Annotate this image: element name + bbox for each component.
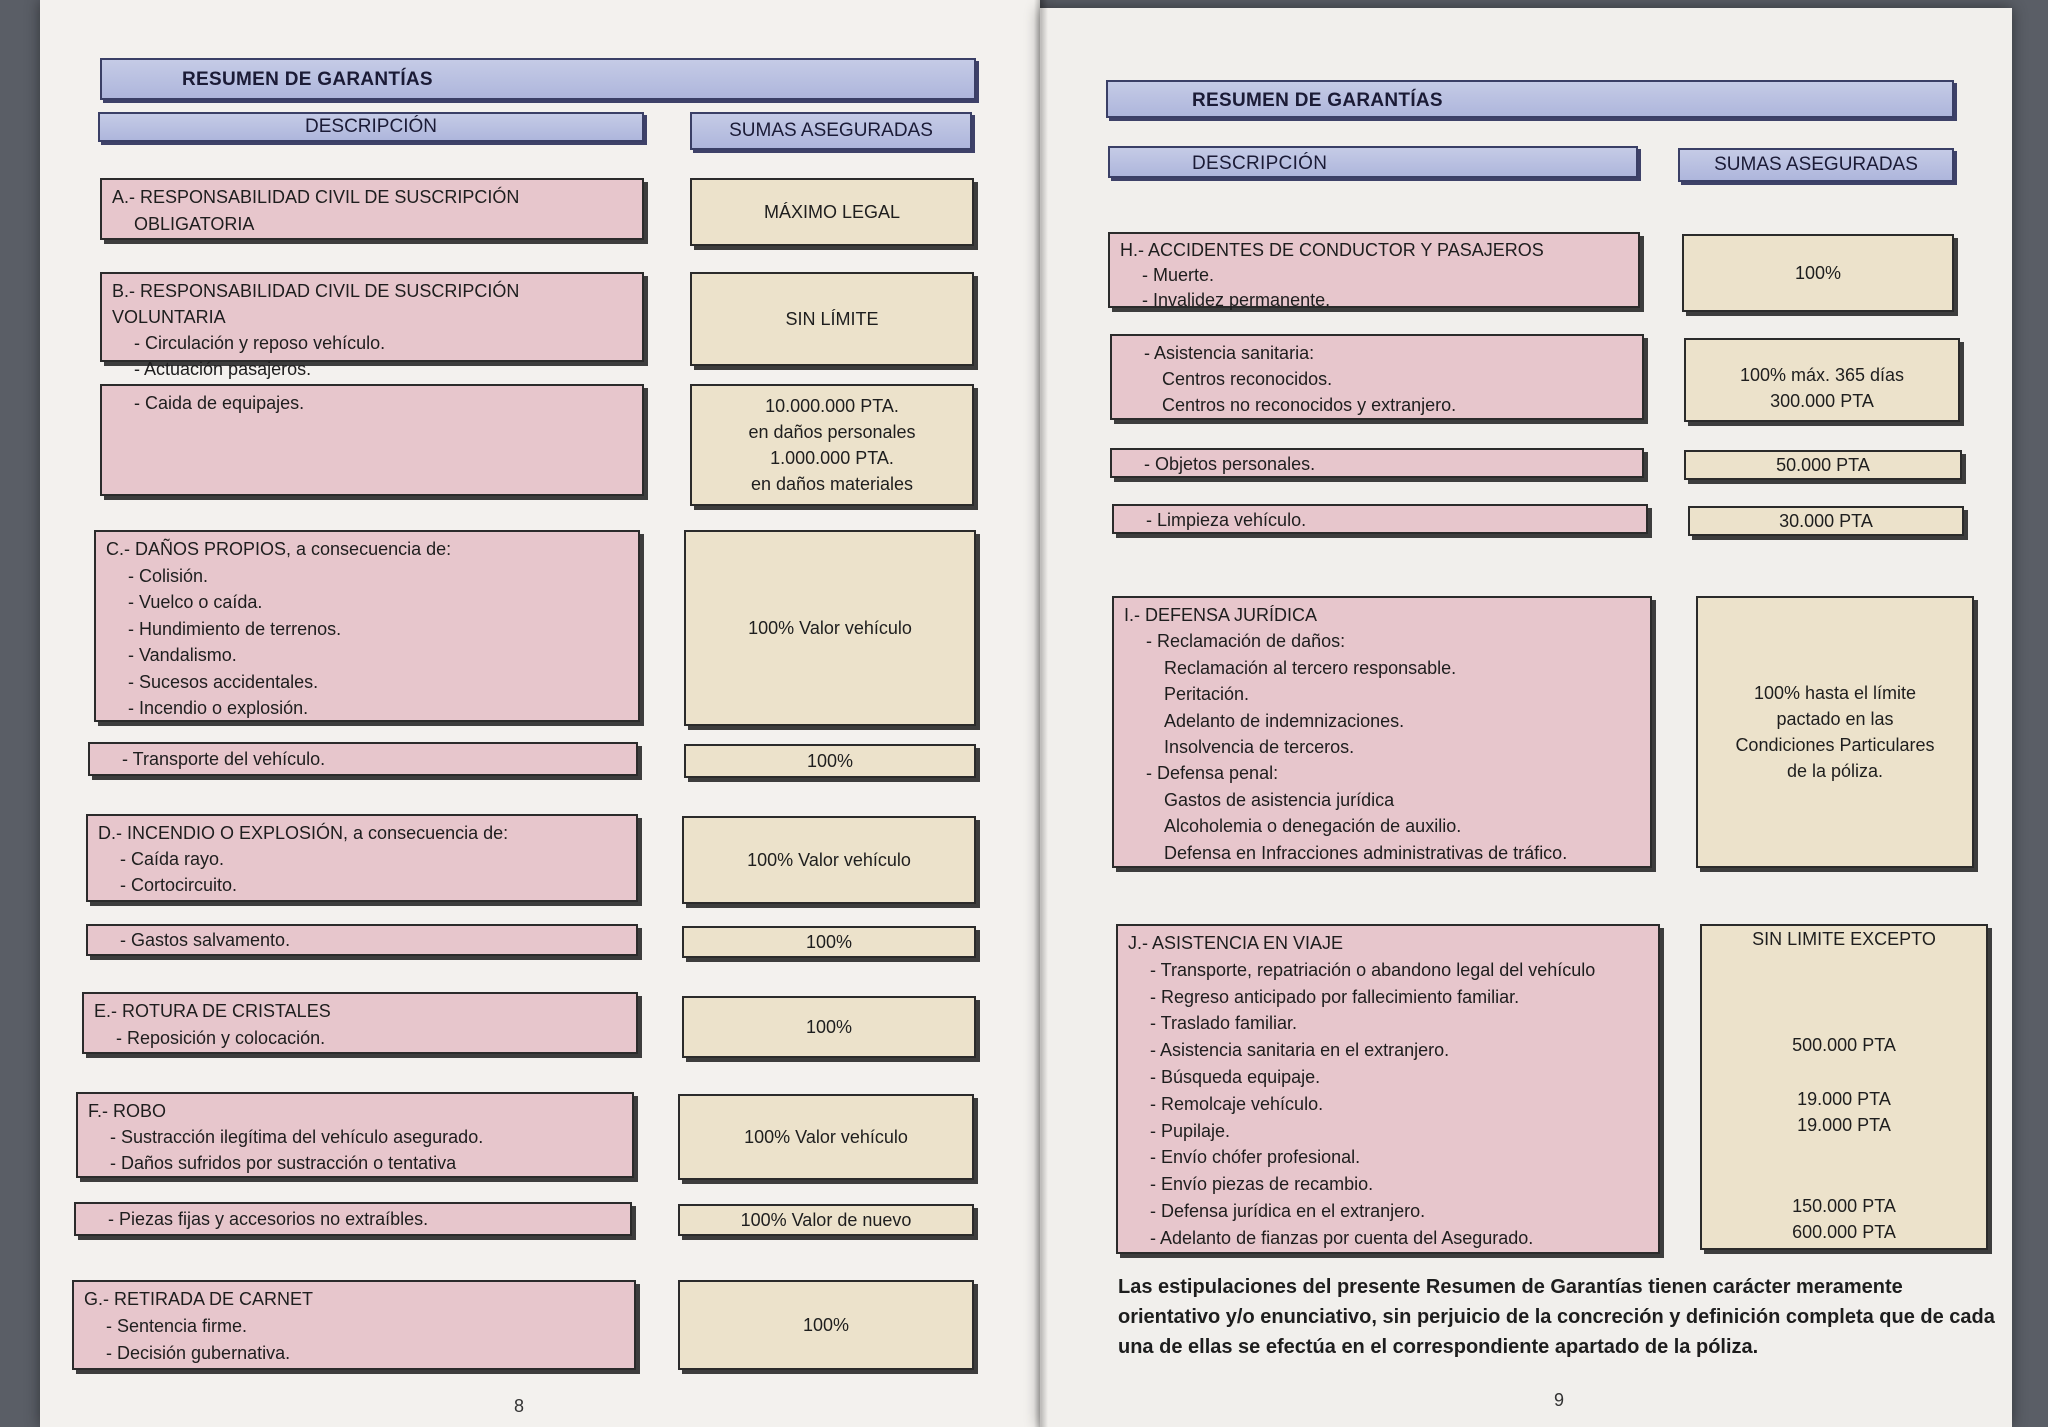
section-a-sum	[690, 178, 974, 246]
section-c-transporte-sum	[684, 744, 976, 778]
section-b-sum	[690, 272, 974, 366]
section-j-item-11: - Adelanto de fianzas por cuenta del Asegurado.	[1150, 1227, 1534, 1248]
section-h-asistencia-sum	[1684, 338, 1960, 422]
section-a-desc	[100, 178, 644, 240]
section-h-limpieza-sum	[1688, 506, 1964, 536]
left-title: RESUMEN DE GARANTÍAS	[182, 69, 433, 90]
section-j-sum	[1700, 924, 1988, 1250]
section-g-item-1: - Sentencia firme.	[106, 1316, 248, 1336]
section-j-sum-1: 500.000 PTA	[1792, 1035, 1896, 1055]
section-c-item-1: - Colisión.	[128, 565, 209, 586]
section-d-item-1: - Caída rayo.	[120, 849, 225, 869]
section-j-item-1: - Transporte, repatriación o abandono legal del vehículo	[1150, 959, 1596, 980]
section-f-item-1: - Sustracción ilegítima del vehículo asegurado.	[110, 1127, 484, 1147]
left-title-bar	[100, 58, 976, 100]
section-j-sum-5: 600.000 PTA	[1792, 1222, 1896, 1242]
section-c-item-5: - Sucesos accidentales.	[128, 671, 319, 692]
section-e-title: E.- ROTURA DE CRISTALES	[94, 1001, 331, 1021]
section-d-salvamento-sum	[682, 926, 976, 958]
section-i-item-5: Gastos de asistencia jurídica	[1164, 789, 1395, 810]
section-h-objetos-item: - Objetos personales.	[1144, 454, 1316, 474]
section-c-item-6: - Incendio o explosión.	[128, 698, 309, 718]
section-c-item-2: - Vuelco o caída.	[128, 592, 263, 612]
section-i-item-1: Reclamación al tercero responsable.	[1164, 657, 1457, 678]
section-i-sum-3: Condiciones Particulares	[1735, 735, 1935, 755]
section-h-limpieza-item: - Limpieza vehículo.	[1146, 510, 1307, 530]
left-col-desc-header	[98, 112, 644, 142]
section-h-asistencia-title: - Asistencia sanitaria:	[1144, 343, 1315, 363]
section-d-salvamento-desc	[86, 924, 638, 956]
section-b-desc	[100, 272, 644, 379]
right-col-sum-header	[1678, 148, 1954, 182]
disclaimer-text: Las estipulaciones del presente Resumen de Garantías tienen carácter meramente orientativo y/o enunciativo, sin perjuicio de la concreción y definición completa que de cada una de ellas se efectúa en el correspondiente apartado de la póliza.	[1118, 1276, 1995, 1358]
section-b-item-2: - Actuación pasajeros.	[134, 359, 312, 379]
section-j-desc	[1116, 924, 1660, 1254]
left-col-desc-label: DESCRIPCIÓN	[305, 116, 437, 137]
section-d-salvamento-sum-value: 100%	[805, 932, 853, 952]
section-d-desc	[86, 814, 638, 902]
section-f-item-2: - Daños sufridos por sustracción o tentativa	[110, 1153, 457, 1173]
right-title-bar	[1106, 80, 1954, 118]
section-c-sum	[684, 530, 976, 726]
right-col-sum-label: SUMAS ASEGURADAS	[1714, 154, 1918, 175]
section-b-equipaje-sum-1: 10.000.000 PTA.	[765, 396, 899, 416]
section-g-sum-value: 100%	[802, 1315, 850, 1335]
section-h-limpieza-desc	[1112, 504, 1648, 534]
section-j-item-8: - Envío chófer profesional.	[1150, 1147, 1361, 1168]
section-d-title: D.- INCENDIO O EXPLOSIÓN, a consecuencia de:	[98, 823, 509, 843]
section-f-piezas-sum	[678, 1204, 974, 1236]
section-i-sum-1: 100% hasta el límite	[1753, 683, 1917, 703]
section-b-title: B.- RESPONSABILIDAD CIVIL DE SUSCRIPCIÓN VOLUNTARIA	[112, 281, 520, 327]
section-i-item-4: Insolvencia de terceros.	[1164, 737, 1355, 758]
section-b-item-1: - Circulación y reposo vehículo.	[134, 333, 386, 353]
section-f-piezas-sum-value: 100% Valor de nuevo	[740, 1210, 912, 1230]
section-b-equipaje-sum	[690, 384, 974, 506]
section-i-item-6: Alcoholemia o denegación de auxilio.	[1164, 816, 1462, 837]
section-b-equipaje-desc	[100, 384, 644, 496]
section-h-limpieza-sum-value: 30.000 PTA	[1779, 511, 1873, 531]
left-col-sum-label: SUMAS ASEGURADAS	[729, 120, 933, 141]
section-d-item-2: - Cortocircuito.	[120, 875, 238, 895]
section-j-sum-3: 19.000 PTA	[1797, 1115, 1891, 1135]
section-i-sub-1: - Reclamación de daños:	[1146, 631, 1346, 652]
section-d-sum-value: 100% Valor vehículo	[747, 850, 911, 870]
section-e-desc	[82, 992, 638, 1054]
right-page-number: 9	[1554, 1390, 1565, 1410]
section-j-item-4: - Asistencia sanitaria en el extranjero.	[1150, 1040, 1450, 1061]
section-j-item-7: - Pupilaje.	[1150, 1120, 1231, 1141]
section-f-piezas-desc	[74, 1202, 632, 1236]
section-h-asistencia-desc	[1110, 334, 1644, 420]
section-h-desc	[1108, 232, 1640, 308]
section-c-desc	[94, 530, 640, 722]
section-i-sum-2: pactado en las	[1776, 709, 1894, 729]
right-title: RESUMEN DE GARANTÍAS	[1192, 90, 1443, 111]
section-h-asistencia-item-2: Centros no reconocidos y extranjero.	[1162, 395, 1457, 415]
section-c-item-3: - Hundimiento de terrenos.	[128, 618, 342, 639]
section-f-sum-value: 100% Valor vehículo	[744, 1127, 908, 1147]
section-i-item-7: Defensa en Infracciones administrativas de tráfico.	[1164, 842, 1568, 863]
section-a-title-cont: OBLIGATORIA	[134, 214, 255, 234]
section-c-title: C.- DAÑOS PROPIOS, a consecuencia de:	[106, 539, 452, 559]
section-b-equipaje-sum-4: en daños materiales	[750, 474, 914, 494]
right-col-desc-label: DESCRIPCIÓN	[1192, 153, 1328, 174]
section-i-sum-4: de la póliza.	[1786, 761, 1884, 781]
section-j-sum-2: 19.000 PTA	[1797, 1089, 1891, 1109]
section-b-equipaje-sum-3: 1.000.000 PTA.	[770, 448, 894, 468]
section-b-equipaje-item: - Caida de equipajes.	[134, 393, 305, 413]
section-j-item-3: - Traslado familiar.	[1150, 1013, 1298, 1034]
section-j-item-2: - Regreso anticipado por fallecimiento familiar.	[1150, 986, 1520, 1007]
section-j-item-6: - Remolcaje vehículo.	[1150, 1093, 1324, 1114]
section-h-item-2: - Invalidez permanente.	[1142, 290, 1331, 310]
section-h-objetos-desc	[1110, 448, 1644, 478]
section-j-item-9: - Envío piezas de recambio.	[1150, 1174, 1374, 1195]
section-d-sum	[682, 816, 976, 904]
section-h-sum-value: 100%	[1794, 263, 1842, 283]
section-i-item-2: Peritación.	[1164, 684, 1250, 705]
section-j-item-5: - Búsqueda equipaje.	[1150, 1066, 1321, 1087]
section-g-sum	[678, 1280, 974, 1370]
section-c-transporte-desc	[88, 742, 638, 776]
section-c-transporte-sum-value: 100%	[806, 751, 854, 771]
section-h-objetos-sum-value: 50.000 PTA	[1776, 455, 1870, 475]
section-d-salvamento-item: - Gastos salvamento.	[120, 930, 291, 950]
section-h-objetos-sum	[1684, 450, 1962, 480]
left-col-sum-header	[690, 112, 972, 150]
section-i-desc	[1112, 596, 1652, 868]
section-a-sum-value: MÁXIMO LEGAL	[763, 202, 901, 222]
section-h-asistencia-sum-1: 100% máx. 365 días	[1739, 365, 1905, 385]
section-f-piezas-item: - Piezas fijas y accesorios no extraíbles.	[108, 1209, 429, 1229]
section-g-desc	[72, 1280, 636, 1370]
section-j-sum-4: 150.000 PTA	[1792, 1196, 1896, 1216]
section-h-item-1: - Muerte.	[1142, 265, 1215, 285]
section-h-title: H.- ACCIDENTES DE CONDUCTOR Y PASAJEROS	[1120, 240, 1544, 260]
section-a-title: A.- RESPONSABILIDAD CIVIL DE SUSCRIPCIÓN	[112, 187, 520, 207]
section-i-title: I.- DEFENSA JURÍDICA	[1124, 605, 1318, 625]
section-e-item-1: - Reposición y colocación.	[116, 1028, 326, 1048]
section-h-sum	[1682, 234, 1954, 312]
section-i-item-3: Adelanto de indemnizaciones.	[1164, 710, 1405, 731]
section-c-transporte-item: - Transporte del vehículo.	[122, 749, 326, 769]
section-i-sum	[1696, 596, 1974, 868]
section-j-title: J.- ASISTENCIA EN VIAJE	[1128, 933, 1344, 953]
section-f-desc	[76, 1092, 634, 1178]
book-fold	[1034, 0, 1048, 1427]
section-h-asistencia-sum-2: 300.000 PTA	[1770, 391, 1874, 411]
section-h-asistencia-item-1: Centros reconocidos.	[1162, 369, 1333, 389]
section-b-equipaje-sum-2: en daños personales	[748, 422, 916, 442]
section-c-item-4: - Vandalismo.	[128, 645, 237, 665]
section-c-sum-value: 100% Valor vehículo	[748, 618, 912, 638]
section-j-sum-header: SIN LIMITE EXCEPTO	[1752, 929, 1936, 949]
section-j-item-10: - Defensa jurídica en el extranjero.	[1150, 1200, 1426, 1221]
section-e-sum	[682, 996, 976, 1058]
section-g-title: G.- RETIRADA DE CARNET	[84, 1289, 314, 1309]
right-col-desc-header	[1108, 146, 1638, 178]
section-b-sum-value: SIN LÍMITE	[785, 309, 879, 329]
section-f-sum	[678, 1094, 974, 1180]
section-f-title: F.- ROBO	[88, 1101, 167, 1121]
section-e-sum-value: 100%	[805, 1017, 853, 1037]
left-page-number: 8	[514, 1396, 525, 1416]
section-g-item-2: - Decisión gubernativa.	[106, 1343, 291, 1363]
section-i-sub-2: - Defensa penal:	[1146, 763, 1279, 784]
